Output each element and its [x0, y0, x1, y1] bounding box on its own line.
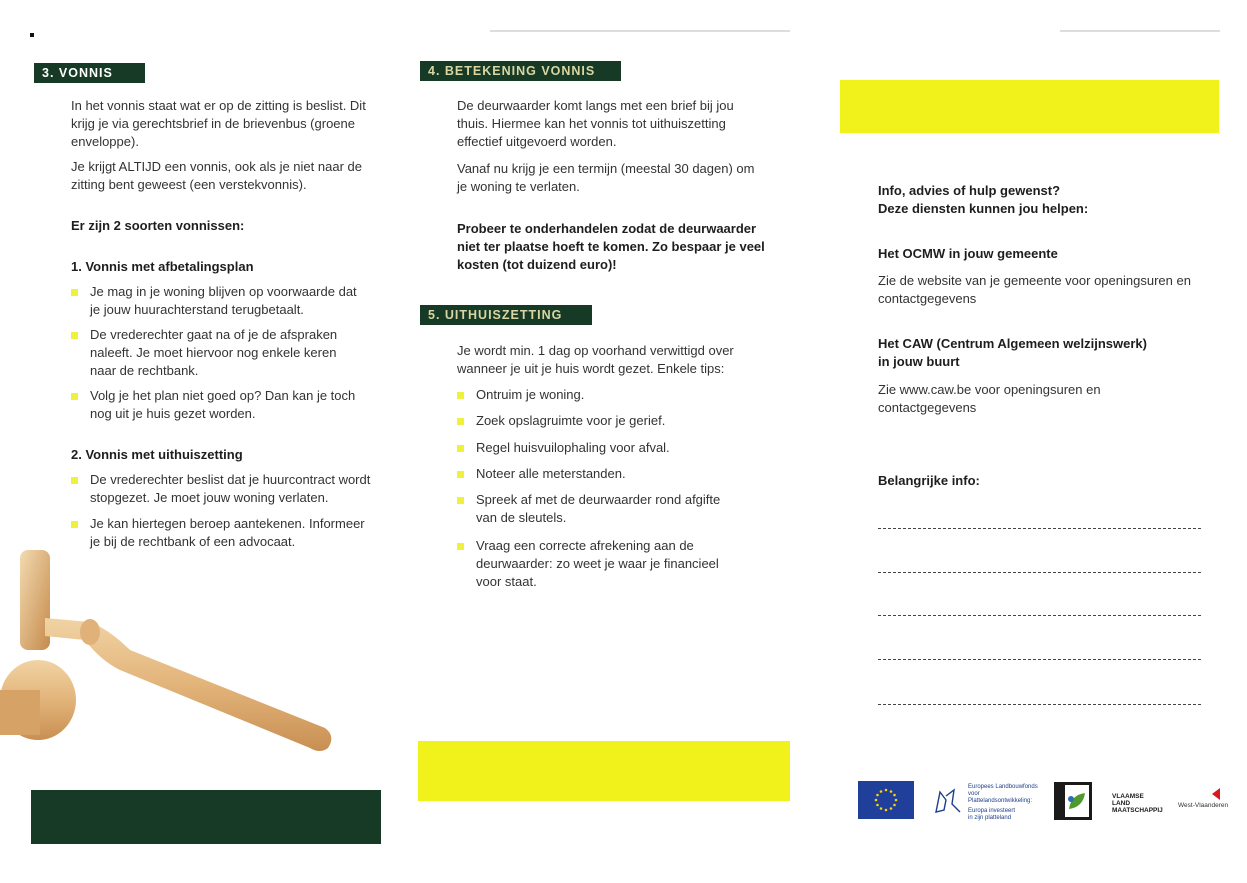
eafrd-text: Europees Landbouwfonds voor Plattelandsontwikkeling: Europa investeert in zijn platteland: [968, 784, 1038, 821]
fold-line: [490, 30, 790, 32]
footer-band: [31, 790, 381, 844]
gavel-illustration: [30, 540, 350, 780]
list-item: Vraag een correcte afrekening aan de deurwaarder: zo weet je waar je financieel voor staat.: [476, 538, 719, 589]
list-item: Spreek af met de deurwaarder rond afgifte van de sleutels.: [476, 492, 721, 525]
flanders-lion-icon: [932, 786, 966, 816]
vonnis-paragraph-2: Je krijgt ALTIJD een vonnis, ook als je niet naar de zitting bent geweest (een verstekvonnis).: [71, 159, 362, 192]
belangrijke-info-heading: Belangrijke info:: [878, 473, 980, 488]
yellow-band: [840, 80, 1219, 133]
list-item: Zoek opslagruimte voor je gerief.: [476, 413, 666, 428]
west-vlaanderen-logo: West-Vlaanderen: [1178, 802, 1229, 809]
list-item: Volg je het plan niet goed op? Dan kan je toch nog uit je huis gezet worden.: [90, 388, 356, 421]
ocmw-text: Zie de website van je gemeente voor openingsuren en contactgegevens: [878, 273, 1191, 306]
note-line: [878, 704, 1201, 705]
plan-heading: 1. Vonnis met afbetalingsplan: [71, 259, 254, 274]
list-item: Regel huisvuilophaling voor afval.: [476, 440, 670, 455]
yellow-band: [418, 741, 790, 801]
betekening-paragraph-1: De deurwaarder komt langs met een brief bij jou thuis. Hiermee kan het vonnis tot uithuiszetting effectief uitgevoerd worden.: [457, 98, 734, 149]
list-item: Je kan hiertegen beroep aantekenen. Informeer je bij de rechtbank of een advocaat.: [90, 516, 365, 549]
types-heading: Er zijn 2 soorten vonnissen:: [71, 218, 245, 233]
vonnis-paragraph-1: In het vonnis staat wat er op de zitting is beslist. Dit krijg je via gerechtsbrief in de brievenbus (groene enveloppe).: [71, 98, 366, 149]
help-intro: Info, advies of hulp gewenst? Deze diensten kunnen jou helpen:: [878, 183, 1089, 216]
betekening-paragraph-2: Vanaf nu krijg je een termijn (meestal 30 dagen) om je woning te verlaten.: [457, 161, 755, 194]
wv-flag-icon: [1210, 788, 1220, 800]
leader-logo: [1054, 782, 1092, 820]
note-line: [878, 659, 1201, 660]
note-line: [878, 615, 1201, 616]
section-header-vonnis: 3. VONNIS: [34, 63, 145, 83]
vlm-logo: VLAAMSE LAND MAATSCHAPPIJ: [1112, 793, 1163, 814]
list-item: Noteer alle meterstanden.: [476, 466, 626, 481]
list-item: Je mag in je woning blijven op voorwaarde dat je jouw huurachterstand terugbetaalt.: [90, 284, 357, 317]
section-header-betekening: 4. BETEKENING VONNIS: [420, 61, 621, 81]
caw-heading: Het CAW (Centrum Algemeen welzijnswerk) in jouw buurt: [878, 336, 1147, 369]
eu-stars-icon: [858, 781, 914, 819]
betekening-tip: Probeer te onderhandelen zodat de deurwaarder niet ter plaatse hoeft te komen. Zo bespaar je veel kosten (tot duizend euro)!: [457, 221, 765, 272]
uithuiszetting-paragraph: Je wordt min. 1 dag op voorhand verwittigd over wanneer je uit je huis wordt gezet. Enkele tips:: [457, 343, 734, 376]
eu-flag-logo: [858, 781, 914, 819]
section-header-uithuiszetting: 5. UITHUISZETTING: [420, 305, 592, 325]
list-item: De vrederechter beslist dat je huurcontract wordt stopgezet. Je moet jouw woning verlaten.: [90, 472, 371, 505]
list-item: De vrederechter gaat na of je de afspraken naleeft. Je moet hiervoor nog enkele keren naar de rechtbank.: [90, 327, 338, 378]
list-item: Ontruim je woning.: [476, 387, 585, 402]
eviction-heading: 2. Vonnis met uithuiszetting: [71, 447, 243, 462]
note-line: [878, 528, 1201, 529]
note-line: [878, 572, 1201, 573]
scan-mark: [30, 33, 34, 37]
ocmw-heading: Het OCMW in jouw gemeente: [878, 246, 1058, 261]
caw-text: Zie www.caw.be voor openingsuren en contactgegevens: [878, 382, 1101, 415]
leaf-icon: [1057, 785, 1089, 817]
fold-line: [1060, 30, 1220, 32]
